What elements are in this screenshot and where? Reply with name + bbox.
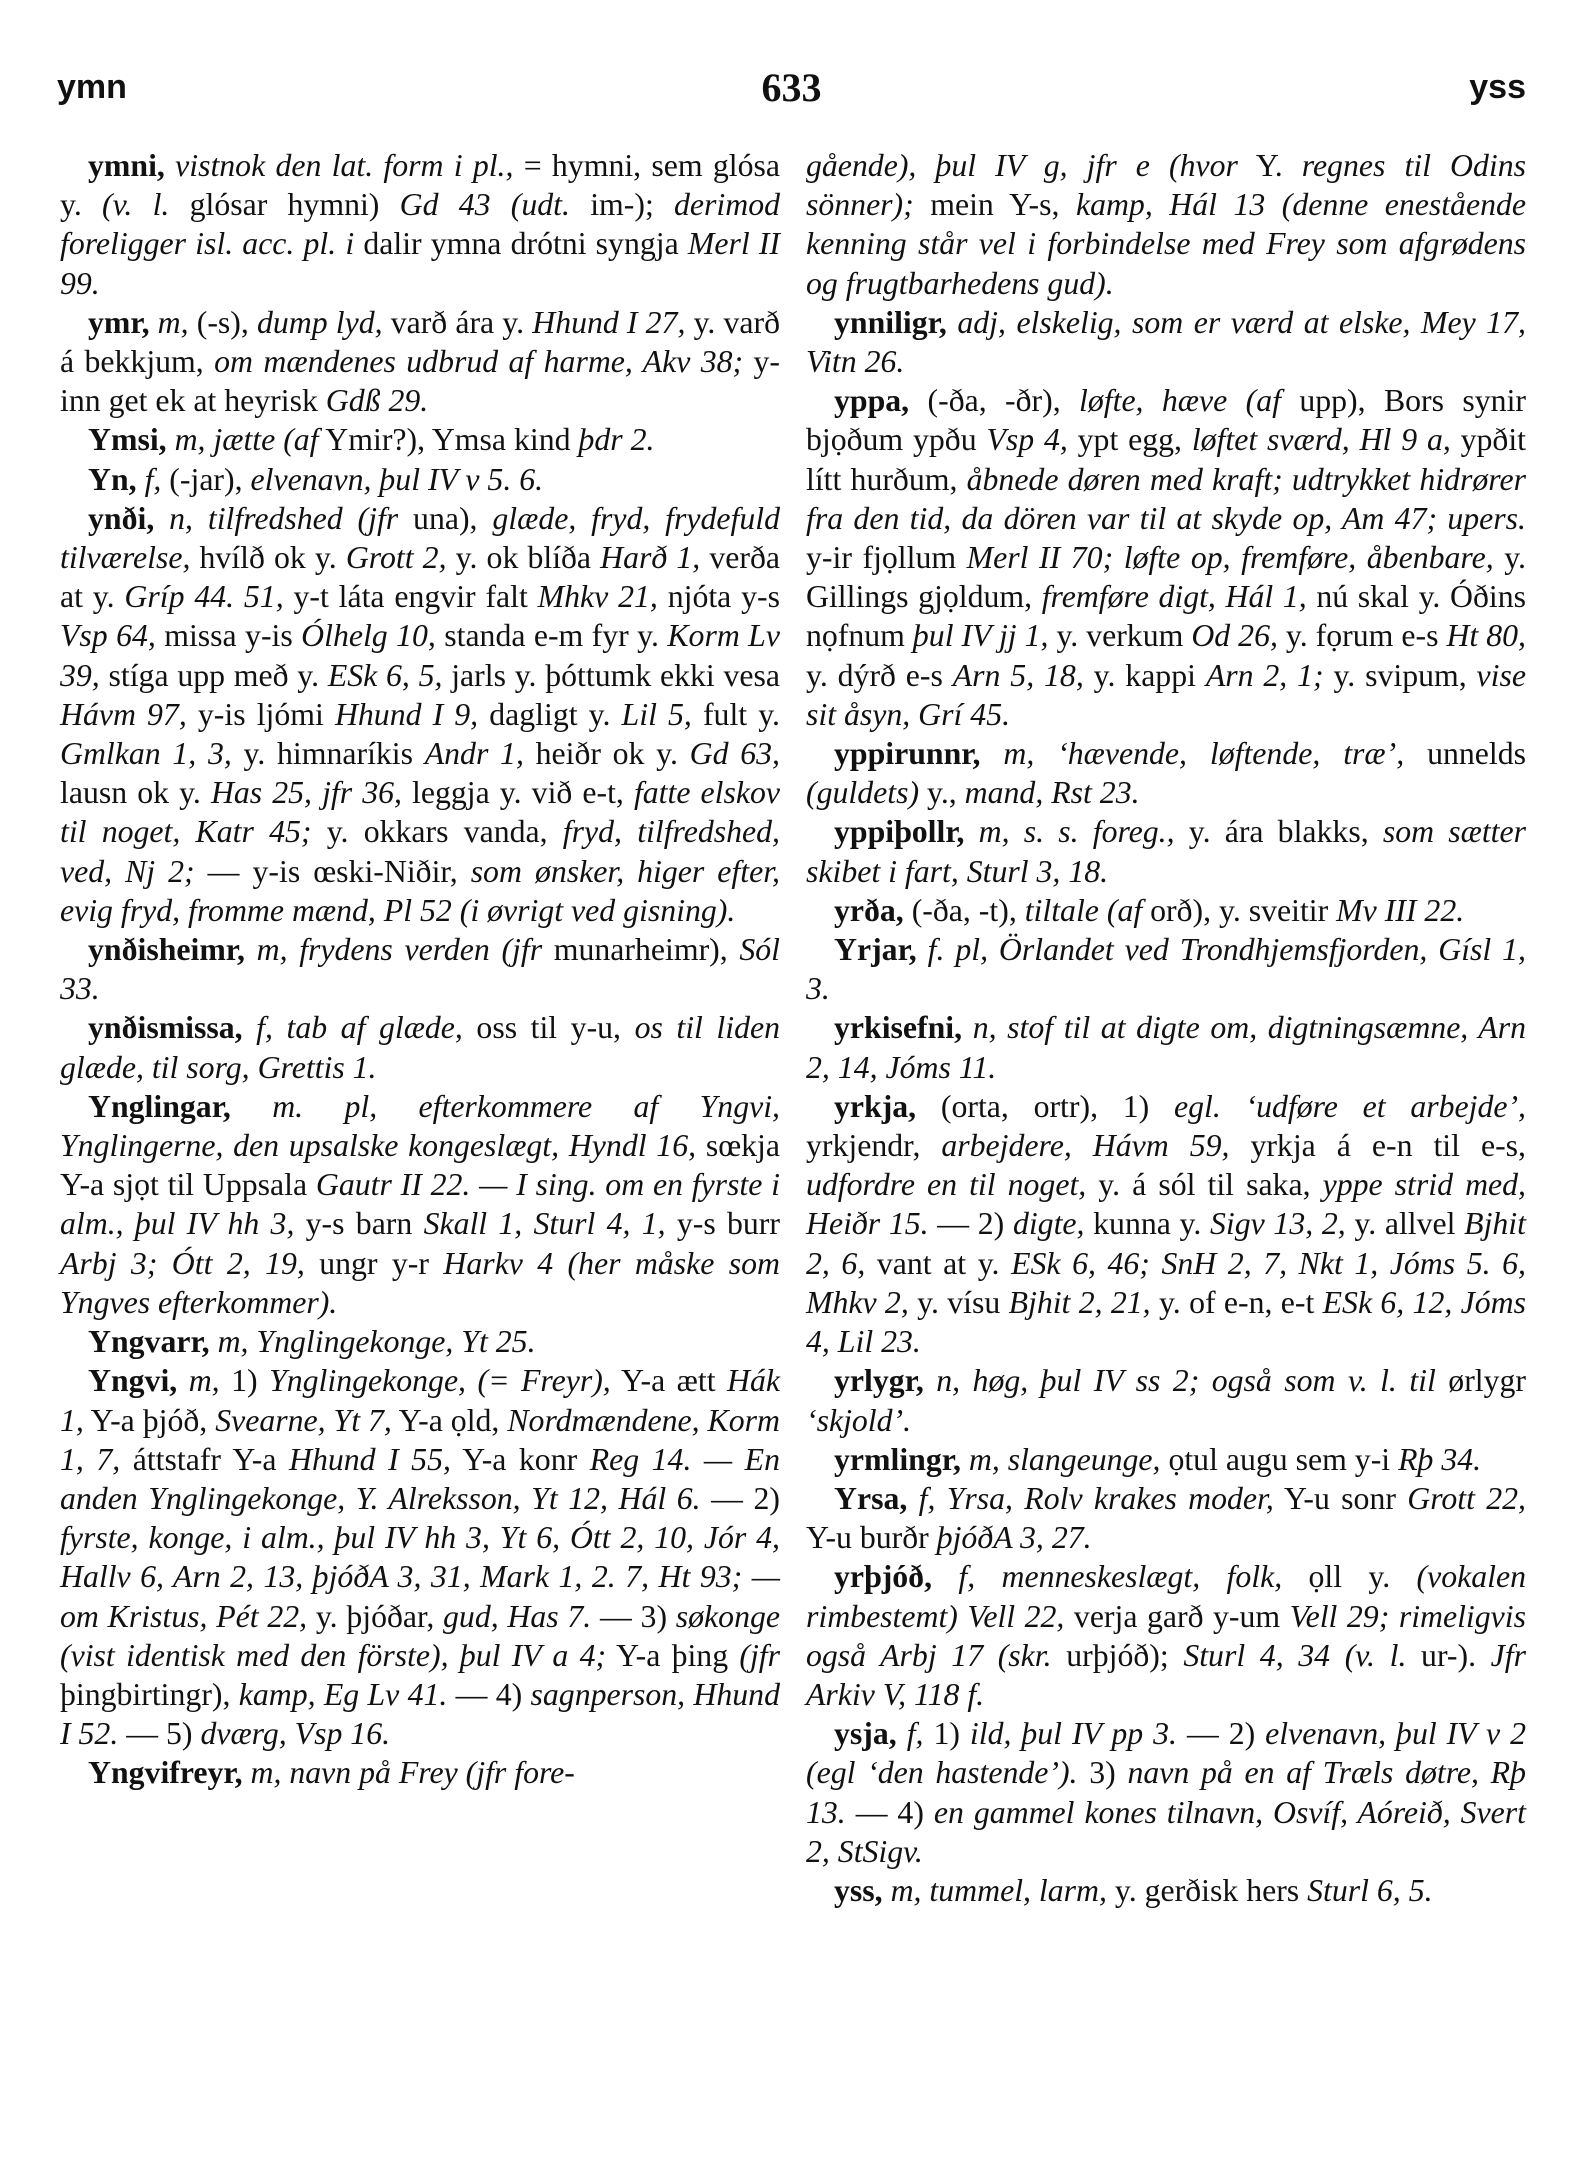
gloss-text: m. pl, efterkommere af Yngvi, Ynglingerne, den upsalske kongeslægt, Hyndl 16, [60, 1088, 780, 1164]
gloss-text: yppe strid med, Heiðr 15. [806, 1167, 1526, 1242]
gloss-text: Arn 5, 18, [952, 657, 1084, 693]
gloss-text: Mhkv 21, [537, 579, 658, 615]
entry-text: Y-a ætt [610, 1363, 728, 1399]
entry-text [177, 1363, 188, 1398]
gloss-text: gående), þul IV g, jfr e (hvor [806, 148, 1238, 183]
gloss-text: en gammel kones tilnavn, Osvíf, Aóreið, Svert 2, StSigv. [806, 1794, 1527, 1869]
entry-text: urþjóð); [1051, 1637, 1184, 1673]
entry-text: upp), Bors synir bjọðum ypðu [806, 383, 1526, 458]
entry-text: kunna y. [1084, 1206, 1210, 1242]
entry-text: y. svipum, [1323, 657, 1477, 693]
entry-text [962, 1010, 973, 1045]
entry-text: jarls y. þóttumk ekki vesa [442, 657, 780, 693]
entry-text [980, 736, 1003, 771]
gloss-text: (guldets) [806, 775, 920, 811]
entry-text: y. á sól til saka, [1086, 1167, 1323, 1203]
entry-text: — 4) [845, 1794, 934, 1830]
entry-text: y. varð á bekkjum, [60, 304, 780, 380]
gloss-text: ESk 6, 46; SnH 2, 7, Nkt 1, Jóms 5. 6, Mhkv 2, [806, 1245, 1526, 1320]
headword: Yn, [88, 461, 137, 497]
gloss-text: Sturl 4, 34 (v. l. [1183, 1637, 1407, 1673]
gloss-text: Gmlkan 1, 3, [60, 736, 232, 772]
entry-text: y-is ljómi [186, 696, 335, 732]
gloss-text: Hák 1, [60, 1363, 781, 1438]
gloss-text: m, frydens verden (jfr [256, 932, 543, 968]
gloss-text: regnes til Odins sönner); [806, 148, 1527, 223]
entry-text: oss til y-u, [462, 1010, 635, 1046]
gloss-text: Hhund I 9, [334, 696, 479, 732]
entry-text: y. of e-n, e-t [1150, 1284, 1323, 1320]
entry-text: ur-). [1406, 1637, 1491, 1673]
gloss-text: f, tab af glæde, [256, 1010, 463, 1046]
dictionary-entry [60, 1753, 780, 1792]
entry-text: y. ok blíða [446, 540, 601, 576]
entry-text: varð ára y. [382, 304, 533, 340]
entry-text [917, 932, 928, 967]
entry-text: — 4) [447, 1676, 531, 1712]
gloss-text: ESk 6, 5, [327, 657, 443, 693]
gloss-text: fryd, tilfredshed, ved, Nj 2; [60, 814, 780, 889]
entry-text: nú skal y. Óðins nọfnum [806, 579, 1526, 654]
entry-text [965, 814, 979, 849]
gloss-text: Mv III 22. [1336, 892, 1465, 928]
gloss-text: f, menneskeslægt, folk, [958, 1559, 1283, 1595]
dictionary-entry [60, 1008, 780, 1086]
entry-text: = hymni, sem glósa y. [60, 148, 780, 223]
entry-text: Y-u burðr [806, 1520, 937, 1556]
gloss-text: þjóðA 3, 27. [936, 1520, 1092, 1556]
gloss-text: m, Ynglingekonge, Yt 25. [217, 1324, 536, 1360]
entry-text: leggja y. við e-t, [401, 775, 634, 811]
entry-text [154, 501, 169, 536]
gloss-text: Od 26, [1191, 618, 1278, 654]
gloss-text: arbejdere, Hávm 59, [941, 1128, 1230, 1164]
gloss-text: Ht 80, [1446, 618, 1526, 654]
dictionary-entry [60, 420, 780, 459]
entry-text: áttstafr Y-a [120, 1441, 289, 1477]
dictionary-entry [806, 734, 1526, 812]
gloss-text: søkonge (vist identisk med den förste), þul IV a 4; [60, 1598, 780, 1673]
dictionary-entry [60, 303, 780, 421]
dictionary-entry [806, 1440, 1526, 1479]
entry-text: Y-u sonr [1273, 1480, 1408, 1516]
entry-text [210, 1324, 218, 1359]
gloss-text: Arbj 3; Ótt 2, 19, [60, 1245, 305, 1281]
headword: Yrsa, [834, 1480, 908, 1516]
gloss-text: fatte elskov til noget, Katr 45; [60, 775, 780, 850]
dictionary-entry [60, 499, 780, 930]
entry-text: Y-a þjóð, [83, 1402, 216, 1438]
entry-text [961, 1442, 969, 1477]
gloss-text: Vsp 4, [986, 422, 1068, 458]
entry-text: — 2) [700, 1480, 780, 1516]
gloss-text: kamp, Eg Lv 41. [238, 1676, 448, 1712]
gloss-text: Rþ 34. [1398, 1441, 1482, 1477]
gloss-text: digte, [1012, 1206, 1085, 1242]
gloss-text: þdr 2. [578, 422, 655, 458]
entry-text [897, 1716, 907, 1751]
dictionary-entry [806, 1361, 1526, 1439]
gloss-text: n, stof til at digte om, digtningsæmne, Arn 2, 14, Jóms 11. [806, 1010, 1526, 1085]
gloss-text: þul IV jj 1, [912, 618, 1049, 654]
headword: yrða, [834, 892, 904, 928]
gloss-text: derimod foreligger isl. acc. pl. i [60, 187, 780, 262]
dictionary-entry [60, 1322, 780, 1361]
gloss-text: Skall 1, Sturl 4, 1, [423, 1206, 666, 1242]
gloss-text: Bjhit 2, 21, [1008, 1284, 1151, 1320]
entry-text: y-t láta engvir falt [283, 579, 538, 615]
gloss-text: som sætter skibet i fart, Sturl 3, 18. [806, 814, 1526, 889]
entry-text: yrkjendr, [806, 1128, 942, 1164]
gloss-text: egl. ‘udføre et arbejde’, [1173, 1088, 1526, 1124]
dictionary-entry [60, 1087, 780, 1322]
gloss-text: Jfr Arkiv V, 118 f. [806, 1637, 1526, 1712]
gloss-text: Gd 43 (udt. [399, 187, 570, 223]
headword: ysja, [834, 1716, 897, 1752]
entry-text: dalir ymna drótni syngja [354, 226, 688, 262]
gloss-text: dværg, Vsp 16. [200, 1716, 391, 1752]
entry-text: fult y. [691, 696, 780, 732]
headword: yrþjóð, [834, 1559, 933, 1595]
entry-text: Y. [1237, 148, 1302, 183]
entry-text: standa e-m fyr y. [435, 618, 668, 654]
gloss-text: Harkv 4 (her måske som Yngves efterkommer). [60, 1245, 780, 1320]
headword: yrkja, [834, 1088, 917, 1124]
gloss-text: Gdß 29. [325, 383, 429, 419]
gloss-text: vise sit åsyn, Grí 45. [806, 657, 1526, 732]
headword: yppa, [834, 383, 910, 419]
gloss-text: Grott 22, [1407, 1480, 1527, 1516]
gloss-text: Bjhit 2, 6, [806, 1206, 1526, 1281]
gloss-text: m, tummel, larm, [890, 1872, 1107, 1908]
gloss-text: Reg 14. — En anden Ynglingekonge, Y. Alreksson, Yt 12, Hál 6. [60, 1441, 781, 1516]
gloss-text: Merl II 99. [60, 226, 780, 301]
entry-text [924, 1363, 936, 1398]
entry-text: mein Y-s, [913, 187, 1076, 223]
gloss-text: udfordre en til noget, [806, 1167, 1087, 1203]
gloss-text: Hhund I 27, [532, 304, 686, 340]
gloss-text: Gd 63, [689, 736, 780, 772]
entry-text: sœkja Y-a sjọt til Uppsala [60, 1128, 780, 1203]
entry-text: heiðr ok y. [523, 736, 690, 772]
entry-text: þingbirtingr), [60, 1676, 239, 1712]
gloss-text: sagnperson, Hhund I 52. [60, 1676, 780, 1752]
entry-text: y. kappi [1083, 657, 1206, 693]
headword: yrkisefni, [834, 1010, 963, 1046]
dictionary-entry [806, 930, 1526, 1008]
entry-text: ørlygr [1435, 1363, 1526, 1399]
running-head-left: ymn [57, 68, 127, 106]
entry-text [165, 148, 175, 183]
entry-text: y. gerðisk hers [1106, 1872, 1308, 1908]
gloss-text: Grott 2, [345, 540, 447, 576]
gloss-text: gud, Has 7. [443, 1598, 592, 1634]
entry-text: (orta, ortr), 1) [916, 1088, 1174, 1124]
entry-text: y-s barn [294, 1206, 424, 1242]
entry-text: missa y-is [155, 618, 302, 654]
gloss-text: n, høg, þul IV ss 2; også som v. l. til [936, 1363, 1436, 1399]
gloss-text: m, [157, 304, 189, 340]
gloss-text: (v. l. [102, 187, 170, 223]
entry-text: ypt egg, [1067, 422, 1192, 458]
headword: Ynglingar, [88, 1088, 231, 1124]
gloss-text: mand, Rst 23. [964, 775, 1140, 811]
gloss-text: Sól 33. [60, 932, 780, 1007]
entry-text: y. þjóðar, [307, 1598, 444, 1634]
entry-text: y. himnaríkis [231, 736, 425, 772]
dictionary-entry [806, 1557, 1526, 1714]
gloss-text: Nordmændene, Korm 1, 7, [60, 1402, 780, 1477]
entry-text: — 5) [118, 1716, 201, 1752]
left-column [60, 146, 780, 1793]
entry-text: ọtul augu sem y-i [1160, 1441, 1399, 1477]
entry-text: y. verkum [1048, 618, 1192, 654]
headword: Yrjar, [834, 932, 917, 968]
gloss-text: som ønsker, higer efter, evig fryd, fromme mænd, Pl 52 (i øvrigt ved gisning). [60, 853, 780, 928]
entry-text: y-s burr [665, 1206, 780, 1242]
entry-text: y. allvel [1345, 1206, 1465, 1242]
headword: ynniligr, [834, 304, 947, 340]
gloss-text: tiltale (af [1024, 892, 1143, 928]
headword: yppiþollr, [834, 814, 965, 850]
gloss-text: m, jætte (af [174, 422, 319, 458]
entry-text: dagligt y. [478, 696, 622, 732]
dictionary-entry [806, 812, 1526, 890]
gloss-text: m, [188, 1363, 220, 1399]
entry-text: y. Gillings gjọldum, [806, 540, 1527, 615]
gloss-text: n, tilfredshed (jfr [169, 500, 399, 536]
gloss-text: Sturl 6, 5. [1307, 1872, 1433, 1908]
gloss-text: Vsp 64, [60, 618, 156, 654]
gloss-text: f, [144, 461, 162, 497]
entry-text: Y-a konr [450, 1441, 590, 1477]
gloss-text: Arn 2, 1; [1205, 657, 1324, 693]
dictionary-entry [60, 460, 780, 499]
gloss-text: f, Yrsa, Rolv krakes moder, [918, 1480, 1274, 1516]
entry-text: — 2) [928, 1206, 1013, 1242]
entry-text [150, 305, 158, 340]
entry-text: y-inn get ek at heyrisk [60, 344, 781, 419]
gloss-text: Hhund I 55, [289, 1441, 451, 1477]
entry-text: ọll y. [1282, 1559, 1417, 1595]
gloss-text: (jfr [739, 1637, 781, 1673]
gloss-text: m, navn på Frey (jfr fore- [250, 1755, 575, 1791]
dictionary-entry [806, 1479, 1526, 1557]
entry-text: una), [398, 500, 493, 536]
entry-text: y-ir fjọllum [806, 540, 967, 576]
entry-text: y. dýrð e-s [806, 657, 953, 693]
dictionary-entry [806, 1871, 1526, 1910]
entry-text: ungr y-r [304, 1245, 444, 1281]
gloss-text: dump lyd, [256, 304, 383, 340]
gloss-text: glæde, fryd, frydefuld tilværelse, [60, 500, 780, 576]
gloss-text: Harð 1, [600, 540, 701, 576]
gloss-text: (vokalen rimbestemt) Vell 22, [806, 1559, 1526, 1634]
entry-text [907, 1481, 918, 1516]
gloss-text: Gautr II 22. — I sing. om en fyrste i alm., þul IV hh 3, [60, 1167, 780, 1242]
gloss-text: ESk 6, 12, Jóms 4, Lil 23. [806, 1284, 1526, 1360]
entry-text [243, 1755, 251, 1790]
gloss-text: Vell 29; rimeligvis også Arbj 17 (skr. [806, 1598, 1526, 1673]
entry-text [137, 462, 145, 497]
gloss-text: løftet sværd, Hl 9 a, [1191, 422, 1451, 458]
entry-text: ypðit lítt hurðum, [806, 422, 1526, 497]
entry-text: y., [919, 775, 965, 811]
headword: Yngvifreyr, [88, 1755, 243, 1791]
entry-text: 1) [923, 1716, 970, 1752]
entry-text: 3) [1077, 1755, 1128, 1791]
gloss-text: løfte, hæve (af [1079, 383, 1281, 419]
gloss-text: elvenavn, þul IV v 5. 6. [250, 461, 544, 497]
entry-text: Ymir?), Ymsa kind [318, 422, 579, 458]
headword: yss, [834, 1872, 883, 1908]
gloss-text: ild, þul IV pp 3. [969, 1716, 1177, 1752]
gloss-text: navn på en af Træls døtre, Rþ 13. [806, 1755, 1526, 1830]
headword: yrmlingr, [834, 1441, 961, 1477]
entry-text [245, 932, 257, 967]
dictionary-entry [806, 1008, 1526, 1086]
dictionary-entry [60, 1361, 780, 1753]
gloss-text: Andr 1, [424, 736, 524, 772]
page-number: 633 [761, 65, 822, 110]
gloss-text: f. pl, Örlandet ved Trondhjemsfjorden, Gísl 1, 3. [806, 932, 1526, 1007]
gloss-text: om mændenes udbrud af harme, Akv 38; [214, 344, 744, 380]
entry-text: y. vísu [908, 1284, 1009, 1320]
entry-text: (-ða, -ðr), [909, 383, 1080, 419]
entry-text: (-ða, -t), [903, 892, 1025, 928]
entry-text: hvílð ok y. [190, 540, 346, 576]
headword: ynði, [88, 500, 155, 536]
gloss-text: m, s. s. foreg., [978, 814, 1175, 850]
dictionary-entry [806, 891, 1526, 930]
headword: ynðisheimr, [88, 932, 245, 968]
gloss-text: Gríp 44. 51, [124, 579, 284, 615]
gloss-text: Sigv 13, 2, [1210, 1206, 1346, 1242]
headword: Yngvi, [88, 1363, 178, 1399]
headword: yrlygr, [834, 1363, 924, 1399]
gloss-text: Svearne, Yt 7, [215, 1402, 392, 1438]
entry-text: — 3) [591, 1598, 676, 1634]
gloss-text: Merl II 70; løfte op, fremføre, åbenbare, [966, 540, 1494, 576]
entry-text: y. ára blakks, [1174, 814, 1383, 850]
gloss-text: vistnok den lat. form i pl., [175, 148, 514, 183]
entry-text: im-); [569, 187, 675, 223]
gloss-text: Ólhelg 10, [301, 618, 436, 654]
headword: ynðismissa, [88, 1010, 243, 1046]
entry-text: — 2) [1176, 1716, 1266, 1752]
dictionary-entry [806, 1087, 1526, 1361]
entry-text: verða at y. [60, 540, 780, 615]
entry-text: njóta y-s [657, 579, 780, 615]
gloss-text: adj, elskelig, som er værd at elske, Mey 17, Vitn 26. [806, 304, 1527, 380]
right-column [806, 146, 1526, 1910]
dictionary-entry [806, 1714, 1526, 1871]
dictionary-entry [806, 381, 1526, 734]
gloss-text: os til liden glæde, til sorg, Grettis 1. [60, 1010, 781, 1085]
gloss-text: åbnede døren med kraft; udtrykket hidrører fra den tid, da dören var til at skyde op, Am 47; upers. [806, 461, 1526, 536]
entry-text: verja garð y-um [1064, 1598, 1290, 1634]
gloss-text: m, slangeunge, [968, 1441, 1161, 1477]
gloss-text: Hávm 97, [60, 696, 187, 732]
entry-text: stíga upp með y. [99, 657, 328, 693]
gloss-text: fremføre digt, Hál 1, [1041, 579, 1307, 615]
gloss-text: Ynglingekonge, (= Freyr), [269, 1363, 611, 1399]
entry-text: vant at y. [865, 1245, 1012, 1281]
headword: yppirunnr, [834, 736, 981, 772]
entry-text: Y-a ọld, [391, 1402, 508, 1438]
entry-text [167, 422, 175, 457]
entry-text [243, 1010, 257, 1045]
headword: ymr, [88, 304, 150, 340]
dictionary-entry [60, 146, 780, 303]
entry-text: — y-is œski-Niðir, [194, 853, 471, 889]
entry-text: 1) [219, 1363, 270, 1399]
gloss-text: Korm Lv 39, [60, 618, 780, 693]
running-head-right: yss [1469, 68, 1526, 106]
gloss-text: m, ‘hævende, løftende, træ’, [1003, 736, 1405, 772]
headword: ymni, [88, 148, 165, 183]
dictionary-entry [806, 303, 1526, 381]
gloss-text: elvenavn, þul IV v 2 (egl ‘den hastende’). [806, 1716, 1527, 1791]
gloss-text: f, [906, 1716, 924, 1752]
entry-text: (-jar), [161, 461, 251, 497]
dictionary-entry [806, 146, 1526, 303]
gloss-text: ‘skjold’. [806, 1402, 912, 1438]
headword: Ymsi, [88, 422, 167, 458]
entry-text [883, 1873, 891, 1908]
dictionary-entry [60, 930, 780, 1008]
entry-text: y. fọrum e-s [1277, 618, 1447, 654]
entry-text: orð), y. sveitir [1142, 892, 1337, 928]
entry-text: Y-a þing [606, 1637, 740, 1673]
headword: Yngvarr, [88, 1324, 210, 1360]
entry-text [231, 1089, 272, 1124]
entry-text: y. okkars vanda, [311, 814, 563, 850]
entry-text: unnelds [1404, 736, 1526, 772]
entry-text: yrkja á e-n til e-s, [1229, 1128, 1526, 1164]
entry-text [932, 1559, 958, 1594]
gloss-text: Lil 5, [621, 696, 692, 732]
gloss-text: kamp, Hál 13 (denne enestående kenning står vel i forbindelse med Frey som afgrødens og frugtbarhedens gud). [806, 187, 1526, 301]
entry-text: glósar hymni) [169, 187, 400, 223]
gloss-text: fyrste, konge, i alm., þul IV hh 3, Yt 6, Ótt 2, 10, Jór 4, Hallv 6, Arn 2, 13, þjóðA 3, 31, Mark 1, 2. 7, Ht 93; — om Kristus, Pét 22, [60, 1520, 780, 1634]
entry-text [947, 305, 958, 340]
entry-text: (-s), [188, 304, 257, 340]
gloss-text: Has 25, jfr 36, [210, 775, 402, 811]
entry-text: munarheimr), [542, 932, 740, 968]
entry-text: lausn ok y. [60, 775, 211, 811]
